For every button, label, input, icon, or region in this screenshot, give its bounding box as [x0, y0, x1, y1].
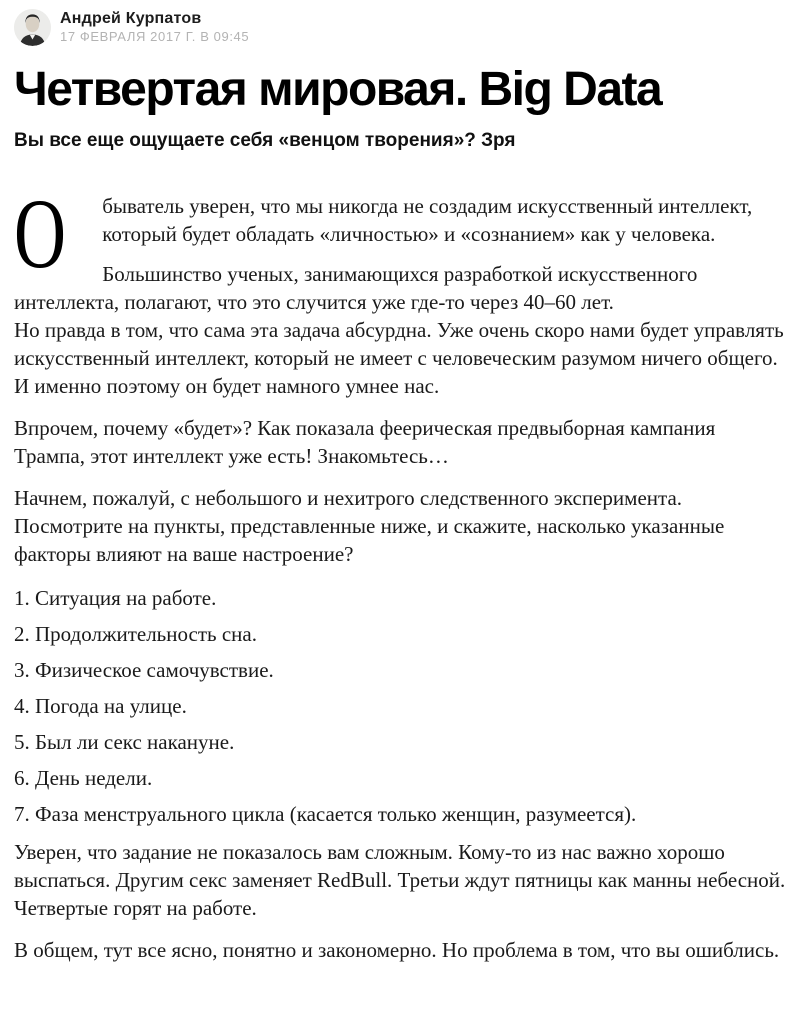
list-item-7: 7. Фаза менструального цикла (касается только женщин, разумеется).	[14, 802, 637, 826]
author-portrait-icon	[14, 9, 51, 46]
dropcap-letter: О	[14, 178, 66, 289]
paragraph-5: Начнем, пожалуй, с небольшого и нехитрого следственного эксперимента. Посмотрите на пункты, представленные ниже, и скажите, насколько указанные факторы влияют на ваше настроение?	[14, 486, 725, 566]
author-avatar[interactable]	[14, 9, 51, 46]
paragraph-7: В общем, тут все ясно, понятно и закономерно. Но проблема в том, что вы ошиблись.	[14, 938, 780, 962]
list-item-6: 6. День недели.	[14, 766, 153, 790]
paragraph-3: Но правда в том, что сама эта задача абсурдна. Уже очень скоро нами будет управлять искусственный интеллект, который не имеет с человеческим разумом ничего общего. И именно поэтому он будет намного умнее нас.	[14, 318, 784, 398]
list-item-1: 1. Ситуация на работе.	[14, 586, 217, 610]
article-subtitle: Вы все еще ощущаете себя «венцом творения»? Зря	[14, 130, 516, 151]
post-date: 17 ФЕВРАЛЯ 2017 Г. В 09:45	[60, 29, 250, 44]
author-name[interactable]: Андрей Курпатов	[60, 10, 202, 27]
list-item-4: 4. Погода на улице.	[14, 694, 187, 718]
article-body	[14, 178, 786, 964]
paragraph-1: быватель уверен, что мы никогда не создадим искусственный интеллект, который будет обладать «личностью» и «сознанием» как у человека.	[102, 194, 753, 246]
paragraph-6: Уверен, что задание не показалось вам сложным. Кому-то из нас важно хорошо выспаться. Другим секс заменяет RedBull. Третьи ждут пятницы как манны небесной. Четвертые горят на работе.	[14, 840, 786, 920]
factors-list	[14, 584, 786, 828]
paragraph-4: Впрочем, почему «будет»? Как показала феерическая предвыборная кампания Трампа, этот интеллект уже есть! Знакомьтесь…	[14, 416, 716, 468]
author-meta	[60, 10, 249, 44]
paragraph-2: Большинство ученых, занимающихся разработкой искусственного интеллекта, полагают, что это случится уже где-то через 40–60 лет.	[14, 262, 698, 314]
author-header	[14, 6, 786, 48]
list-item-3: 3. Физическое самочувствие.	[14, 658, 274, 682]
list-item-5: 5. Был ли секс накануне.	[14, 730, 235, 754]
list-item-2: 2. Продолжительность сна.	[14, 622, 257, 646]
lead-section	[14, 178, 786, 316]
article-title: Четвертая мировая. Big Data	[14, 63, 662, 116]
